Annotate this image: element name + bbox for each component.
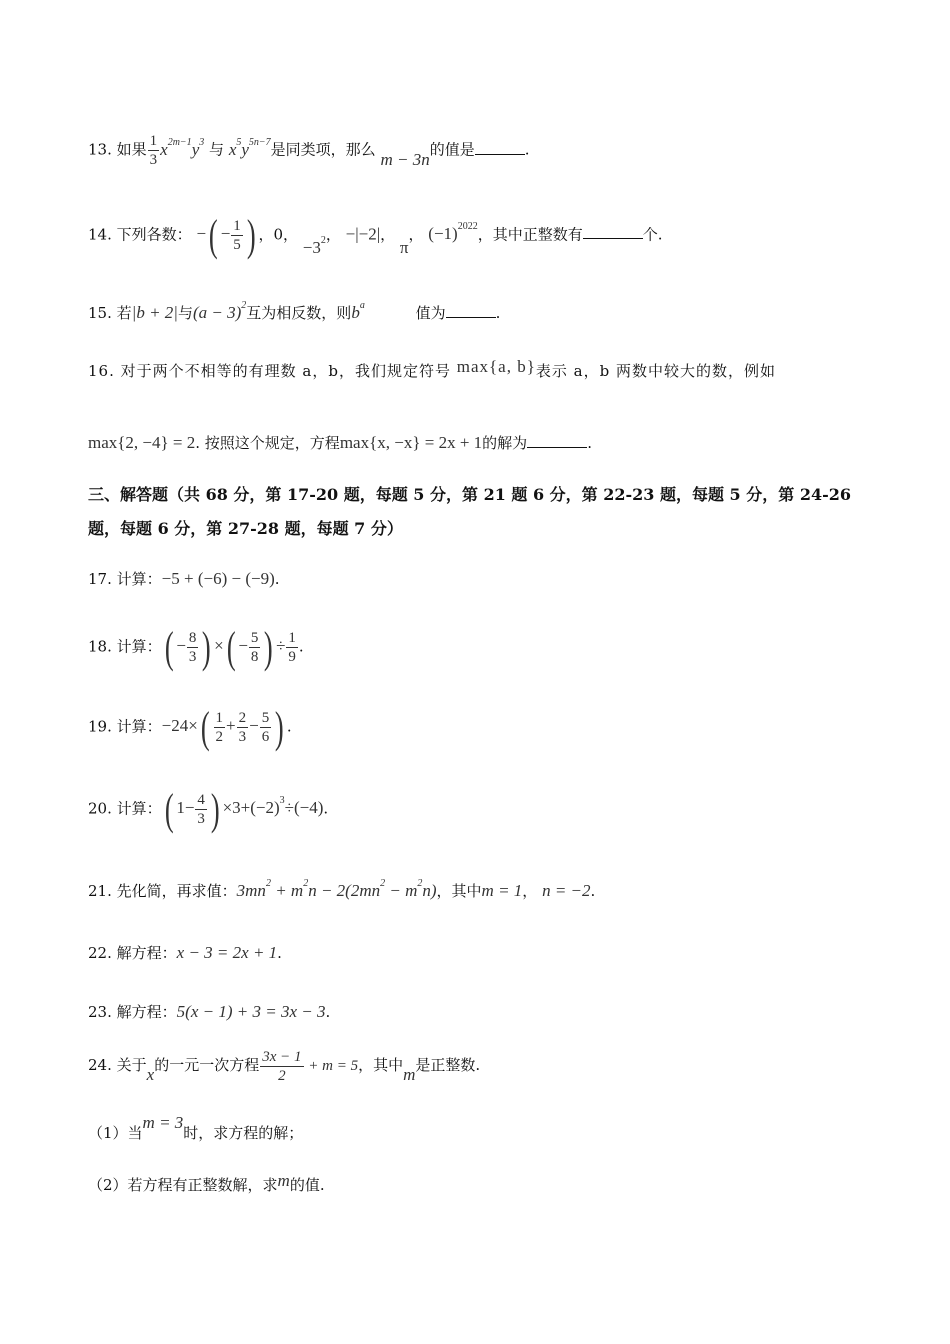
text: ，0， xyxy=(258,225,298,244)
math-term: −|−2| xyxy=(345,224,381,244)
text: 解方程： xyxy=(116,944,177,962)
text: . xyxy=(323,799,329,818)
text: 个. xyxy=(642,225,663,244)
question-18 xyxy=(88,622,304,673)
question-number: 21. xyxy=(88,882,112,900)
math-term: max{a, b} xyxy=(456,357,536,376)
text: ，其中 xyxy=(358,1055,404,1074)
math-equation: $\frac{3x - 1}{2}$ + m = 5 xyxy=(262,1049,359,1084)
question-22 xyxy=(88,942,282,963)
text: 下列各数： xyxy=(116,225,192,244)
text: 的解为 xyxy=(482,434,528,452)
math-variable: m xyxy=(403,1064,416,1084)
question-19 xyxy=(88,702,292,753)
text: 计算： xyxy=(116,637,162,656)
math-expression: −5 + (−6) − (−9) xyxy=(161,569,275,588)
text: 与 xyxy=(209,140,225,159)
text: . xyxy=(524,140,530,159)
question-21: 21. 先化简，再求值：$3mn^2 + m^2n - 2(2mn^2 - m^2n)$，其中m = 1， n = −2. xyxy=(88,878,596,900)
math-term: |b + 2| xyxy=(131,303,178,322)
text: 是同类项，那么 xyxy=(270,140,376,159)
text: 的一元一次方程 xyxy=(154,1055,260,1074)
condition-n: n = −2 xyxy=(542,881,591,900)
question-number: 18. xyxy=(88,637,112,656)
math-variable: m xyxy=(277,1171,290,1190)
math-term: $(a - 3)^2$ xyxy=(193,300,247,322)
text: 值为 xyxy=(415,304,446,322)
question-number: 22. xyxy=(88,944,112,962)
question-17 xyxy=(88,568,280,589)
text: 互为相反数，则 xyxy=(246,304,352,322)
question-15 xyxy=(88,300,500,323)
text: . xyxy=(587,434,592,452)
answer-blank[interactable] xyxy=(446,303,496,318)
question-14: 14. 下列各数： −( − $\frac{1}{5}$ ) ，0， $-3^2$， −|−2|， π， $(-1)^{2022}$，其中正整数有 个. xyxy=(88,211,663,260)
math-equation: 5(x − 1) + 3 = 3x − 3 xyxy=(176,1002,326,1021)
math-equation: max{x, −x} = 2x + 1 xyxy=(339,433,483,452)
text: 计算： xyxy=(116,570,162,588)
math-expression: −24×( $\frac{1}{2}$ + $\frac{2}{3}$ − $\frac{5}{6}$ ) xyxy=(161,703,284,752)
math-term: $(-1)^{2022}$ xyxy=(428,221,478,244)
question-number: 23. xyxy=(88,1003,112,1021)
question-24 xyxy=(88,1048,480,1085)
math-term: $x^{2m-1}y^3$ xyxy=(160,136,205,159)
question-number: 17. xyxy=(88,570,112,588)
math-expression: ( − $\frac{8}{3}$ ) ×( − $\frac{5}{8}$ ) ÷ $\frac{1}{9}$ xyxy=(164,623,296,672)
question-number: 19. xyxy=(88,717,112,736)
answer-blank[interactable] xyxy=(583,224,643,239)
math-expression: ( 1− $\frac{4}{3}$ ) $\times 3+(-2)^3\div(-4)$ xyxy=(164,785,324,834)
question-20 xyxy=(88,784,328,835)
text: 的值是 xyxy=(429,140,475,159)
math-condition: m = 3 xyxy=(142,1113,184,1132)
math-variable: x xyxy=(146,1064,155,1084)
text: 时，求方程的解； xyxy=(183,1124,304,1142)
text: 的值. xyxy=(289,1176,325,1194)
text: . xyxy=(325,1003,331,1021)
text: 若 xyxy=(116,304,132,322)
text: . xyxy=(277,944,282,962)
question-24-part-2 xyxy=(88,1171,325,1195)
text: . xyxy=(495,304,501,322)
math-equation: x − 3 = 2x + 1 xyxy=(176,943,278,962)
math-term: −( − $\frac{1}{5}$ ) xyxy=(196,211,256,260)
text: 解方程： xyxy=(116,1003,177,1021)
math-expression: m − 3n xyxy=(380,149,430,169)
text: 如果 xyxy=(116,140,147,159)
text: 是正整数. xyxy=(415,1055,481,1074)
text: ，其中 xyxy=(436,882,482,900)
text: . xyxy=(298,637,304,656)
question-number: 24. xyxy=(88,1055,112,1074)
answer-blank[interactable] xyxy=(527,433,587,448)
text: . 按照这个规定，方程 xyxy=(195,434,340,452)
question-number: 14. xyxy=(88,225,112,244)
text: 关于 xyxy=(116,1055,147,1074)
text: 先化简，再求值： xyxy=(116,882,237,900)
text: . xyxy=(274,570,280,588)
text: . xyxy=(286,717,292,736)
question-23 xyxy=(88,1001,330,1022)
fraction-one-third: $\frac{1}{3}$ xyxy=(149,133,158,168)
math-pi: π xyxy=(399,238,409,258)
text: 表示 a，b 两数中较大的数，例如 xyxy=(535,362,776,380)
condition-m: m = 1 xyxy=(481,881,523,900)
math-expression: $3mn^2 + m^2n - 2(2mn^2 - m^2n)$ xyxy=(236,878,437,900)
question-number: 13. xyxy=(88,140,112,159)
math-term: $x^5y^{5n-7}$ xyxy=(228,136,271,159)
text: （1）当 xyxy=(88,1124,143,1142)
text: （2）若方程有正整数解，求 xyxy=(88,1176,278,1194)
math-example: max{2, −4} = 2 xyxy=(88,433,196,452)
question-16-line-2 xyxy=(88,432,592,453)
question-number: 20. xyxy=(88,799,112,818)
text: 计算： xyxy=(116,717,162,736)
math-term: $b^a$ xyxy=(351,300,365,322)
answer-blank[interactable] xyxy=(475,140,525,155)
text: 对于两个不相等的有理数 a，b，我们规定符号 xyxy=(120,362,451,380)
question-13 xyxy=(88,132,530,169)
question-16 xyxy=(88,357,776,381)
math-term: $-3^2$ xyxy=(302,235,326,258)
text: 计算： xyxy=(116,799,162,818)
text: 与 xyxy=(177,304,193,322)
question-number: 15. xyxy=(88,304,112,322)
text: . xyxy=(590,882,596,900)
question-24-part-1 xyxy=(88,1113,304,1143)
text: ，其中正整数有 xyxy=(477,225,583,244)
section-heading: 三、解答题（共 68 分，第 17-20 题，每题 5 分，第 21 题 6 分，第 22-23 题，每题 5 分，第 24-26 题，每题 6 分，第 27-28 题，每题 7 分） xyxy=(88,485,852,538)
question-number: 16. xyxy=(88,362,115,380)
